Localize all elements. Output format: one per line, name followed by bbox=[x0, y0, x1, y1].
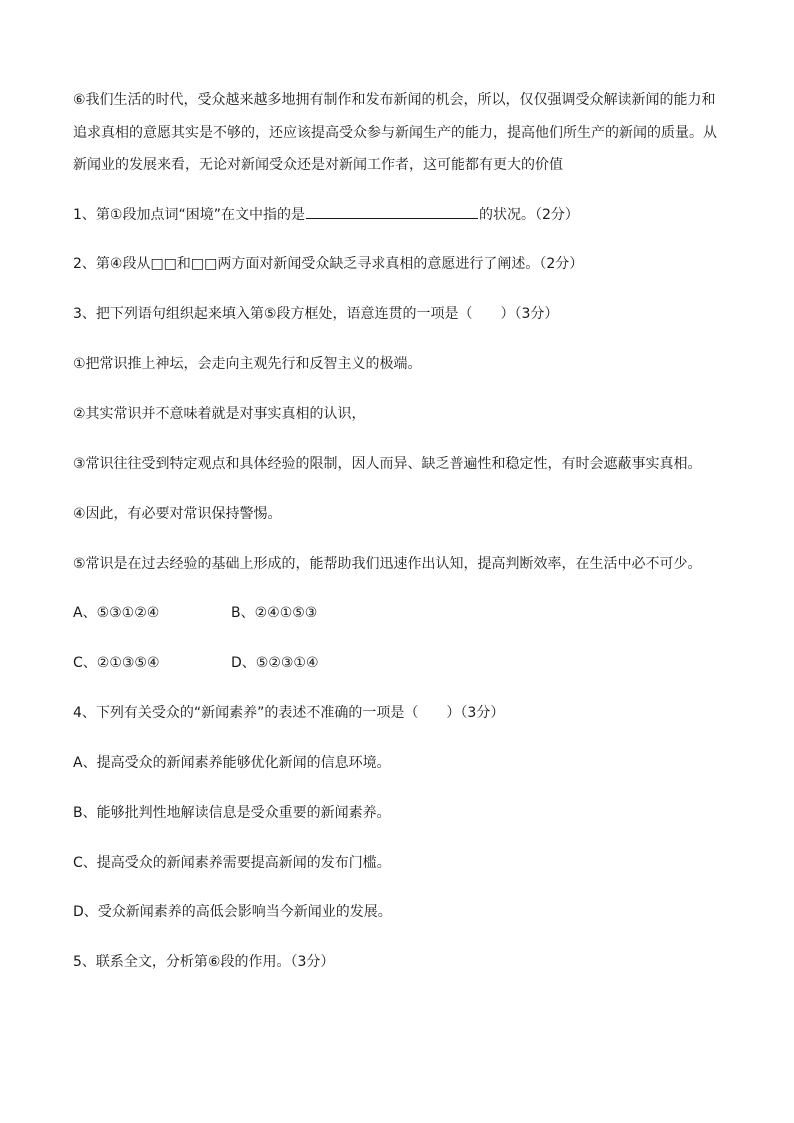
question-1-text-after: 的状况。（2分） bbox=[478, 207, 579, 223]
question-3-option-d[interactable]: D、⑤②③①④ bbox=[231, 655, 319, 671]
question-3-sentence-2: ②其实常识并不意味着就是对事实真相的认识， bbox=[73, 406, 366, 422]
question-4-option-b[interactable]: B、能够批判性地解读信息是受众重要的新闻素养。 bbox=[73, 805, 391, 821]
question-3-options-row-2 bbox=[73, 653, 723, 673]
paragraph-6-line-2: 追求真相的意愿其实是不够的，还应该提高受众参与新闻生产的能力，提高他们所生产的新闻的质量。从 bbox=[73, 125, 717, 141]
question-5: 5、联系全文，分析第⑥段的作用。（3分） bbox=[73, 954, 335, 970]
question-4-option-c[interactable]: C、提高受众的新闻素养需要提高新闻的发布门槛。 bbox=[73, 855, 391, 871]
question-4-option-d[interactable]: D、受众新闻素养的高低会影响当今新闻业的发展。 bbox=[73, 904, 392, 920]
question-3-sentence-4: ④因此，有必要对常识保持警惕。 bbox=[73, 506, 282, 522]
question-1-text-before: 1、第①段加点词“困境”在文中指的是 bbox=[73, 207, 305, 223]
question-3-option-c[interactable]: C、②①③⑤④ bbox=[73, 655, 160, 671]
question-1-answer-blank[interactable] bbox=[306, 204, 478, 219]
paragraph-6-line-1: ⑥我们生活的时代，受众越来越多地拥有制作和发布新闻的机会，所以，仅仅强调受众解读新闻的能力和 bbox=[73, 92, 716, 108]
question-3-sentence-1: ①把常识推上神坛，会走向主观先行和反智主义的极端。 bbox=[73, 356, 422, 372]
question-4-stem: 4、下列有关受众的“新闻素养”的表述不准确的一项是（ ）（3分） bbox=[73, 705, 505, 721]
question-3-options-row-1 bbox=[73, 603, 723, 623]
question-3-stem: 3、把下列语句组织起来填入第⑤段方框处，语意连贯的一项是（ ）（3分） bbox=[73, 306, 559, 322]
question-4-option-a[interactable]: A、提高受众的新闻素养能够优化新闻的信息环境。 bbox=[73, 755, 391, 771]
question-2: 2、第④段从□□和□□两方面对新闻受众缺乏寻求真相的意愿进行了阐述。（2分） bbox=[73, 256, 584, 272]
question-3-sentence-5: ⑤常识是在过去经验的基础上形成的，能帮助我们迅速作出认知，提高判断效率，在生活中必不可少。 bbox=[73, 556, 702, 572]
question-1 bbox=[73, 204, 579, 225]
question-3-option-a[interactable]: A、⑤③①②④ bbox=[73, 605, 160, 621]
question-3-option-b[interactable]: B、②④①⑤③ bbox=[231, 605, 318, 621]
paragraph-6-line-3: 新闻业的发展来看，无论对新闻受众还是对新闻工作者，这可能都有更大的价值 bbox=[73, 157, 563, 173]
question-3-sentence-3: ③常识往往受到特定观点和具体经验的限制，因人而异、缺乏普遍性和稳定性，有时会遮蔽事实真相。 bbox=[73, 456, 702, 472]
